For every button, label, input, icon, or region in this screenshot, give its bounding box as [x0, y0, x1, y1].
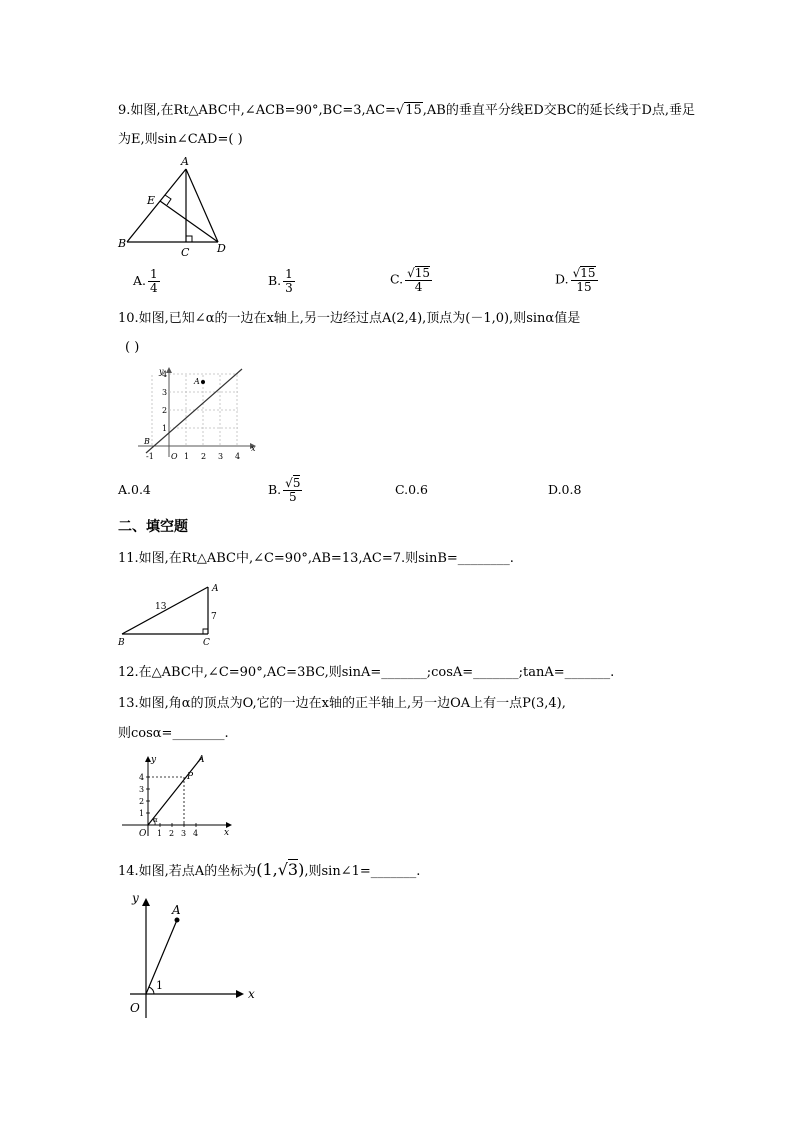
fraction-denominator: 5 [289, 490, 297, 504]
q10-line1: 10.如图,已知∠α的一边在x轴上,另一边经过点A(2,4),顶点为(－1,0),则sinα值是 [118, 311, 581, 326]
q13-origin-label: O [139, 829, 147, 839]
fraction-denominator: 15 [576, 280, 592, 294]
q13-label-A: A [198, 755, 205, 765]
q13-y-tick: 2 [139, 797, 145, 806]
q11-text: 11.如图,在Rt△ABC中,∠C=90°,AB=13,AC=7.则sinB=________. [118, 551, 514, 566]
q9-text-a: 9.如图,在Rt△ABC中,∠ACB=90°,BC=3,AC= [118, 103, 396, 118]
q10-x-axis-label: x [251, 444, 256, 453]
q10-x-tick: 4 [235, 452, 241, 461]
q14-coord-open: (1, [256, 860, 278, 879]
q10-figure [138, 365, 263, 465]
q9-choice-a[interactable] [133, 268, 160, 295]
q10-choice-c[interactable]: C.0.6 [395, 482, 428, 497]
q9-choice-c-label: C. [390, 271, 404, 287]
q13-y-tick: 1 [139, 809, 145, 818]
q13-x-tick: 2 [169, 829, 175, 838]
q13-x-tick: 1 [157, 829, 163, 838]
q10-line2: ( ) [125, 340, 140, 355]
q9-choice-d[interactable] [555, 266, 598, 294]
q11-label-A: A [212, 584, 219, 594]
q10-label-A: A [194, 377, 200, 386]
q14-y-axis-label: y [132, 891, 139, 905]
fraction-numerator: 1 [285, 267, 293, 281]
q10-label-B: B [144, 437, 150, 446]
q13-y-axis-label: y [151, 755, 157, 765]
q14-figure [118, 888, 268, 1028]
q12-text: 12.在△ABC中,∠C=90°,AC=3BC,则sinA=_______;cosA=_______;tanA=_______. [118, 665, 615, 680]
q10-choice-a[interactable]: A.0.4 [118, 482, 151, 497]
q10-choice-b[interactable] [268, 477, 302, 504]
q9-choice-c-fraction [405, 266, 432, 294]
q10-choice-b-fraction [283, 477, 302, 504]
q13-x-axis-label: x [224, 828, 230, 838]
q11-hypotenuse-label: 13 [155, 602, 167, 612]
q10-x-tick: 3 [218, 452, 224, 461]
fraction-denominator: 3 [285, 281, 293, 295]
q9-line1 [118, 102, 695, 120]
q14-label-A: A [172, 903, 181, 917]
q14-text-a: 14.如图,若点A的坐标为 [118, 864, 257, 879]
q13-x-tick: 3 [181, 829, 187, 838]
q10-y-tick: 1 [162, 424, 168, 433]
q13-y-tick: 3 [139, 785, 145, 794]
q9-figure [115, 155, 245, 260]
q9-label-B: B [118, 237, 127, 250]
sqrt-radicand: 15 [580, 266, 596, 280]
q14-text [118, 861, 420, 881]
q10-choice-b-label: B. [268, 482, 282, 497]
q10-y-tick: 2 [162, 406, 168, 415]
q13-angle-label: α [153, 816, 158, 824]
q14-coordinate: (1,√3) [256, 860, 305, 879]
q14-origin-label: O [130, 1001, 140, 1015]
fraction-denominator: 4 [150, 281, 158, 295]
q14-coord-close: ) [298, 860, 305, 879]
section-title: 二、填空题 [118, 519, 188, 535]
q10-x-tick: 1 [184, 452, 190, 461]
sqrt-radicand: 5 [292, 476, 301, 490]
q14-text-b: ,则sin∠1=_______. [304, 864, 421, 879]
fraction-numerator: √15 [407, 266, 431, 280]
q13-y-tick: 4 [139, 773, 145, 782]
q9-line2: 为E,则sin∠CAD=( ) [118, 132, 243, 147]
q13-label-P: P [187, 772, 194, 782]
q10-y-tick: 3 [162, 388, 168, 397]
q9-sqrt: √15 [395, 103, 422, 118]
q10-x-tick: -1 [146, 452, 154, 461]
q9-choice-b[interactable] [268, 268, 295, 295]
fraction-numerator: √5 [285, 476, 301, 490]
q11-side-label: 7 [211, 612, 217, 622]
fraction-numerator: 1 [150, 267, 158, 281]
q11-label-B: B [118, 638, 125, 648]
q9-choice-d-fraction [571, 266, 598, 294]
fraction-numerator: √15 [572, 266, 596, 280]
q10-origin-label: O [171, 452, 178, 461]
q10-y-axis-label: y [159, 367, 164, 376]
q9-choice-a-label: A. [133, 273, 147, 288]
q14-angle-label: 1 [156, 979, 163, 992]
q10-y-tick: 4 [162, 370, 168, 379]
q11-figure [115, 578, 235, 648]
q9-choice-b-fraction [283, 268, 295, 295]
q10-choice-d[interactable]: D.0.8 [548, 482, 582, 497]
fraction-denominator: 4 [414, 280, 423, 294]
q9-label-D: D [217, 242, 226, 255]
q14-x-axis-label: x [248, 987, 255, 1001]
q9-label-E: E [147, 194, 156, 207]
q13-x-tick: 4 [193, 829, 199, 838]
q9-choice-c[interactable] [390, 266, 432, 294]
q13-line1: 13.如图,角α的顶点为O,它的一边在x轴的正半轴上,另一边OA上有一点P(3,4), [118, 696, 566, 711]
q9-label-A: A [181, 155, 189, 168]
sqrt-radicand: 15 [414, 266, 431, 280]
q14-coord-radicand: 3 [287, 860, 299, 879]
q9-choice-a-fraction [148, 268, 160, 295]
q9-label-C: C [181, 246, 190, 259]
q9-choice-b-label: B. [268, 273, 282, 288]
q10-x-tick: 2 [201, 452, 207, 461]
q9-text-b: ,AB的垂直平分线ED交BC的延长线于D点,垂足 [422, 103, 696, 118]
q13-line2: 则cosα=________. [118, 726, 229, 741]
q9-sqrt-radicand: 15 [405, 103, 422, 118]
q9-choice-d-label: D. [555, 271, 569, 287]
q13-figure [118, 752, 243, 842]
q11-label-C: C [203, 638, 210, 648]
